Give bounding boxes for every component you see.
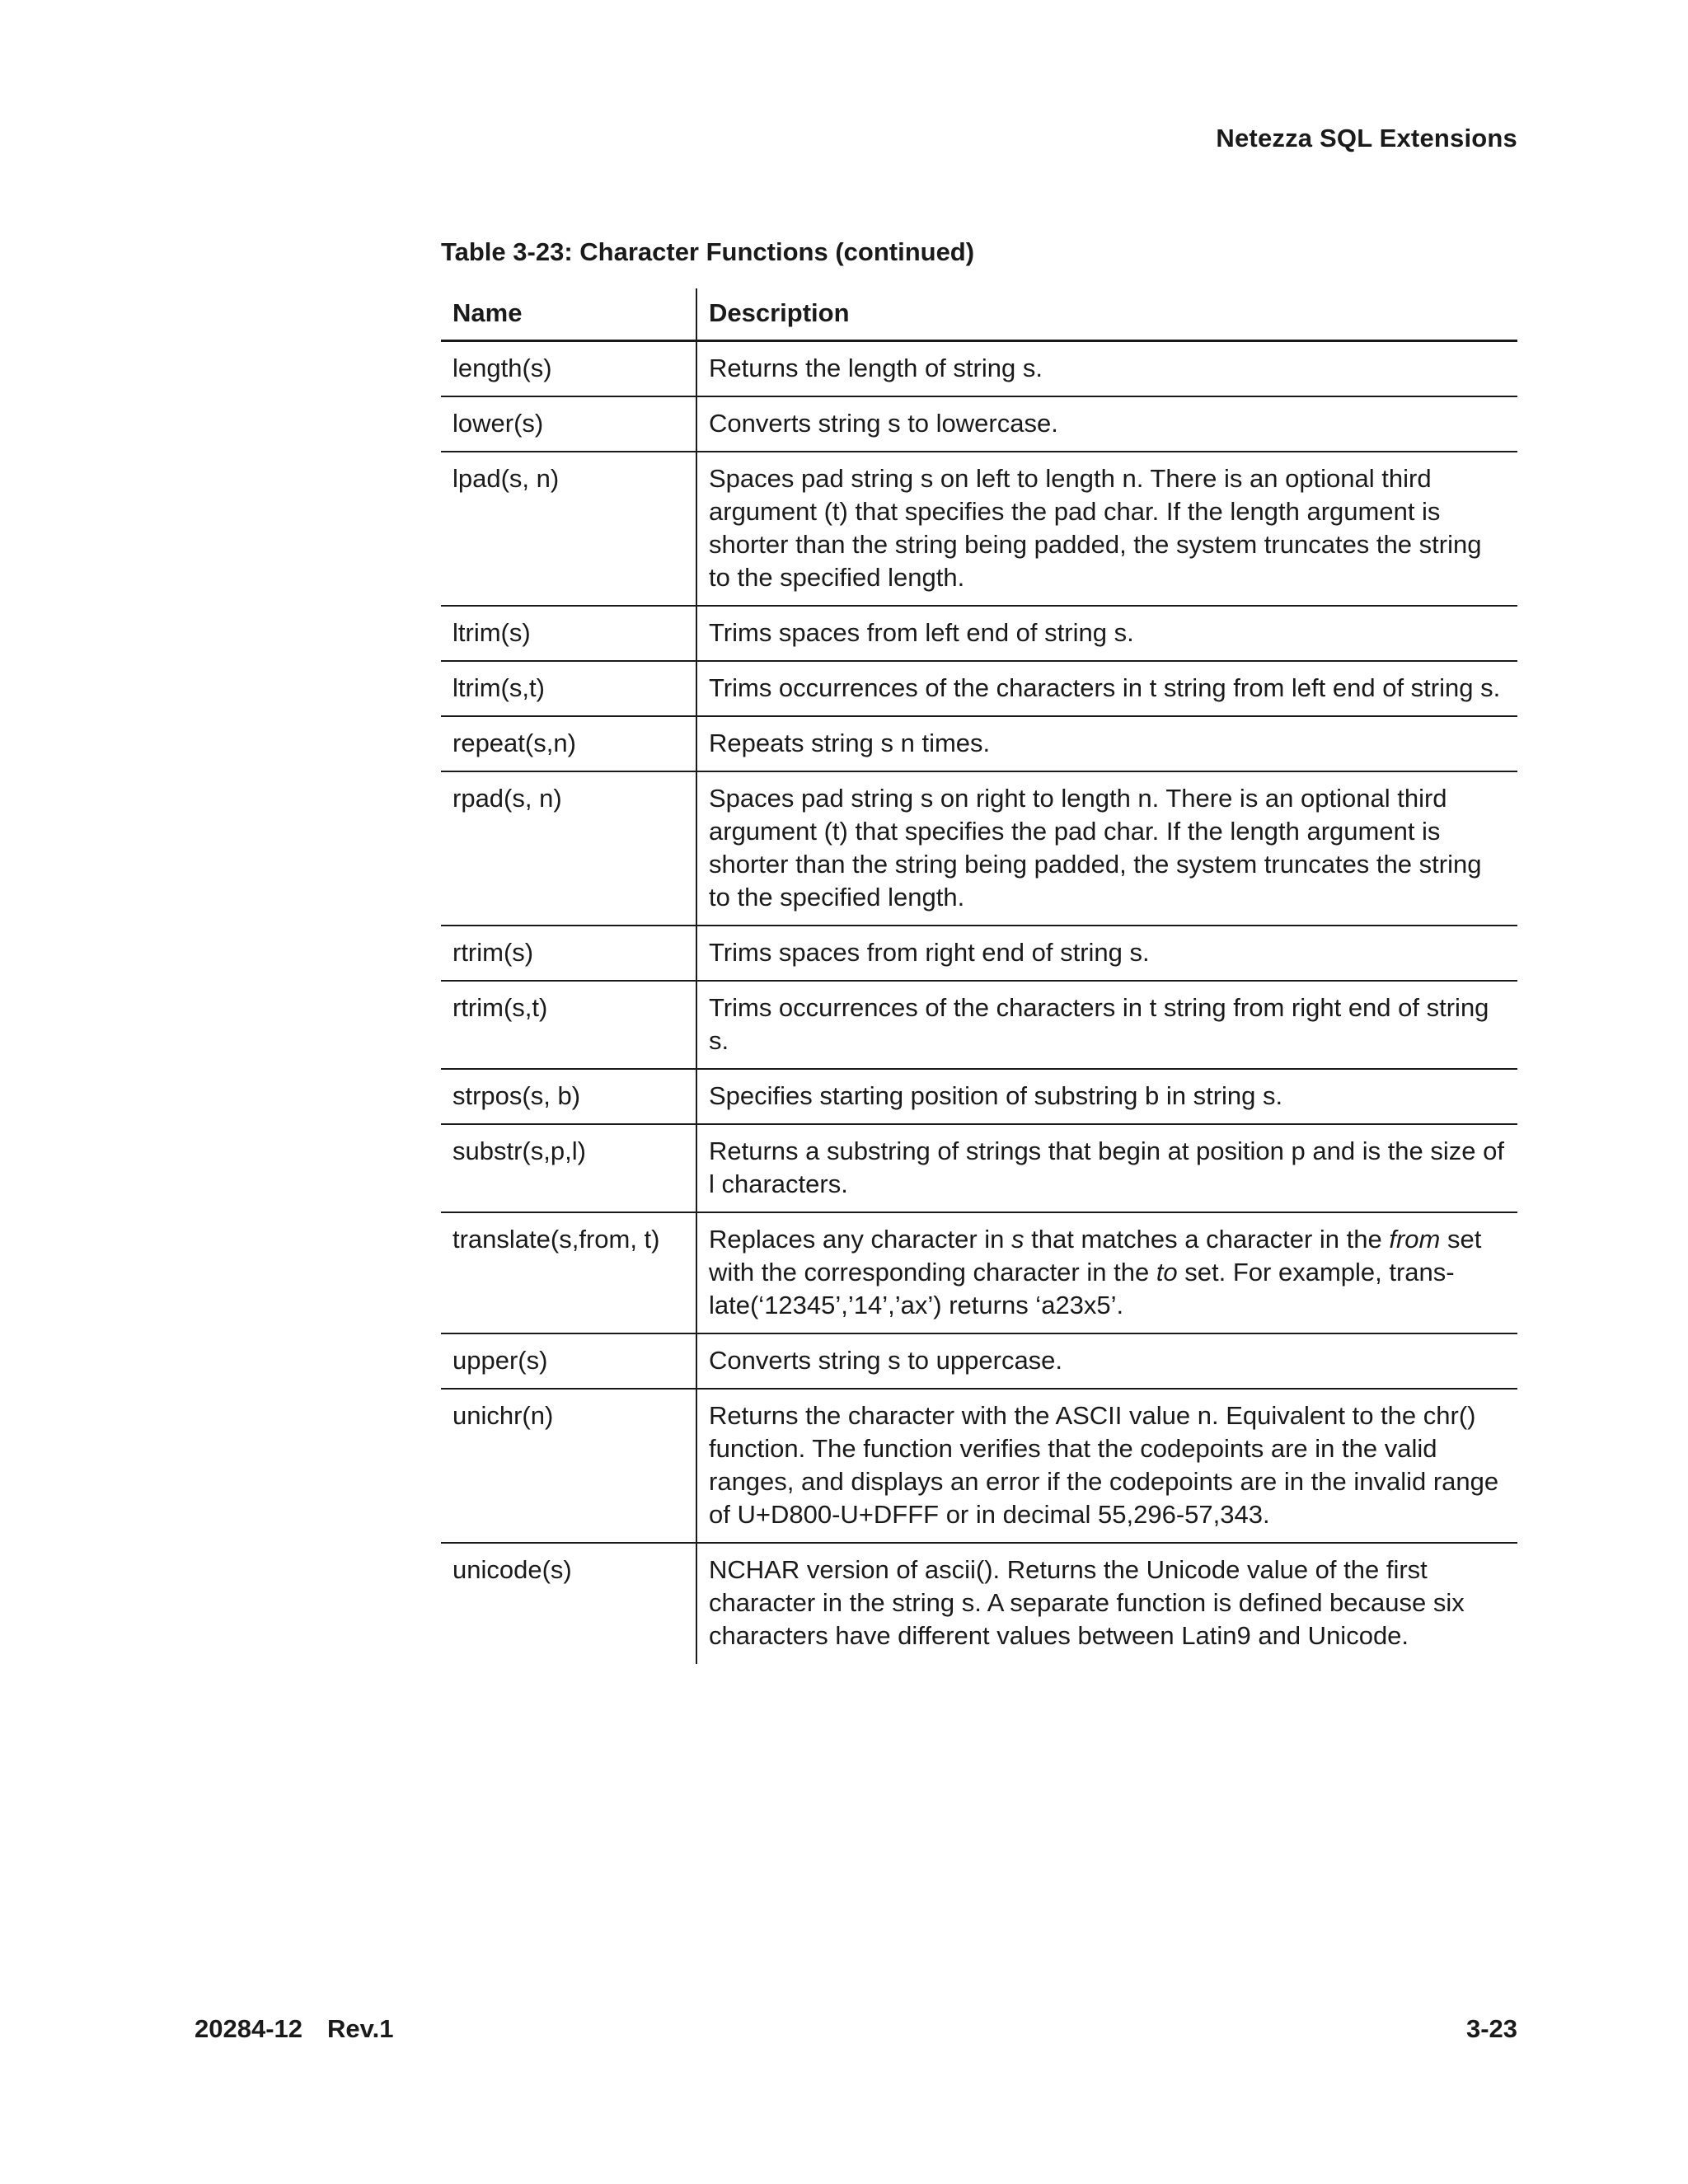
function-description: Converts string s to uppercase. [696, 1333, 1517, 1389]
column-header-description: Description [696, 288, 1517, 341]
function-description: Returns the length of string s. [696, 341, 1517, 397]
table-row [441, 1333, 1517, 1389]
function-name: lpad(s, n) [441, 452, 696, 606]
function-name: ltrim(s) [441, 606, 696, 661]
function-description: Spaces pad string s on right to length n. There is an optional third argument (t) that specifies the pad char. If the length argument is shorter than the string being padded, the system truncates the string to the specified length. [696, 771, 1517, 926]
description-emphasis: to [1156, 1258, 1178, 1286]
table-row [441, 396, 1517, 452]
running-header: Netezza SQL Extensions [1216, 124, 1517, 152]
function-name: strpos(s, b) [441, 1069, 696, 1124]
function-name: length(s) [441, 341, 696, 397]
table-row [441, 716, 1517, 771]
function-name: rtrim(s) [441, 926, 696, 981]
description-text: Replaces any character in [709, 1225, 1012, 1254]
footer-document-id [195, 2014, 393, 2044]
function-description: Trims occurrences of the characters in t string from left end of string s. [696, 661, 1517, 716]
table-row [441, 1212, 1517, 1333]
description-emphasis: s [1011, 1225, 1025, 1254]
character-functions-table [441, 288, 1517, 1664]
page-number: 3-23 [1465, 2014, 1517, 2043]
function-description: Spaces pad string s on left to length n. There is an optional third argument (t) that specifies the pad char. If the length argument is shorter than the string being padded, the system truncates the string to the specified length. [696, 452, 1517, 606]
table-row [441, 1543, 1517, 1664]
revision-label: Rev.1 [327, 2014, 394, 2043]
table-row [441, 452, 1517, 606]
description-text: set. For example, trans-late(‘12345’,’14’,’ax’) returns ‘a23x5’. [709, 1258, 1455, 1319]
description-emphasis: from [1389, 1225, 1441, 1254]
function-description: Trims spaces from right end of string s. [696, 926, 1517, 981]
function-description: Repeats string s n times. [696, 716, 1517, 771]
function-name: lower(s) [441, 396, 696, 452]
table-row [441, 926, 1517, 981]
function-description: Returns the character with the ASCII value n. Equivalent to the chr() function. The function verifies that the codepoints are in the valid ranges, and displays an error if the codepoints are in the invalid range of U+D800-U+DFFF or in decimal 55,296-57,343. [696, 1389, 1517, 1543]
description-text: that matches a character in the [1024, 1225, 1390, 1254]
function-name: upper(s) [441, 1333, 696, 1389]
table-caption: Table 3-23: Character Functions (continued) [441, 237, 975, 266]
table-header-row [441, 288, 1517, 341]
function-name: substr(s,p,l) [441, 1124, 696, 1212]
table-row [441, 1124, 1517, 1212]
function-name: unicode(s) [441, 1543, 696, 1664]
function-description: Trims spaces from left end of string s. [696, 606, 1517, 661]
description-text: set with the corresponding character in the [709, 1225, 1482, 1286]
table-row [441, 981, 1517, 1069]
function-name: repeat(s,n) [441, 716, 696, 771]
function-description: Converts string s to lowercase. [696, 396, 1517, 452]
function-name: rpad(s, n) [441, 771, 696, 926]
function-name: unichr(n) [441, 1389, 696, 1543]
function-description: Trims occurrences of the characters in t string from right end of string s. [696, 981, 1517, 1069]
function-name: ltrim(s,t) [441, 661, 696, 716]
table-row [441, 661, 1517, 716]
table-row [441, 771, 1517, 926]
table-row [441, 606, 1517, 661]
function-name: translate(s,from, t) [441, 1212, 696, 1333]
document-number: 20284-12 [195, 2014, 303, 2043]
column-header-name: Name [441, 288, 696, 341]
function-name: rtrim(s,t) [441, 981, 696, 1069]
function-description: NCHAR version of ascii(). Returns the Unicode value of the first character in the string s. A separate function is defined because six characters have different values between Latin9 and Unicode. [709, 1555, 1465, 1650]
table-row [441, 1389, 1517, 1543]
function-description: Specifies starting position of substring b in string s. [696, 1069, 1517, 1124]
function-description [696, 1212, 1517, 1333]
table-row [441, 1069, 1517, 1124]
table-row [441, 341, 1517, 397]
function-description: Returns a substring of strings that begin at position p and is the size of l characters. [696, 1124, 1517, 1212]
